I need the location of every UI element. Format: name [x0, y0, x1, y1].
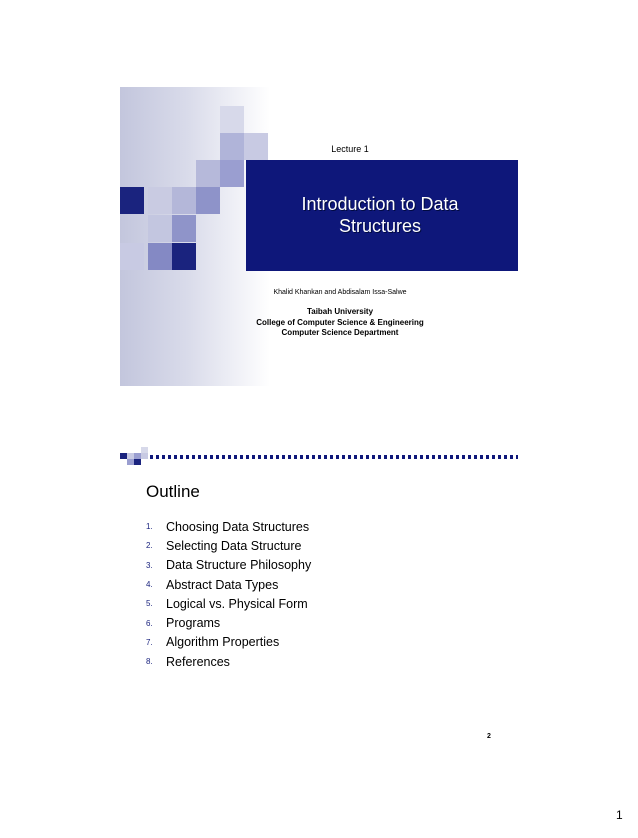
list-item-number: 3.	[146, 560, 153, 570]
outline-list	[146, 517, 311, 671]
list-item-number: 5.	[146, 599, 153, 609]
outline-slide	[120, 447, 518, 746]
list-item	[146, 517, 311, 536]
list-item-number: 7.	[146, 637, 153, 647]
list-item-text: Selecting Data Structure	[166, 538, 302, 553]
header-decoration	[120, 451, 150, 467]
list-item-number: 4.	[146, 580, 153, 590]
deco-square	[148, 243, 172, 270]
list-item-text: Algorithm Properties	[166, 635, 280, 650]
deco-square	[220, 160, 244, 187]
list-item	[146, 575, 311, 594]
authors: Khalid Khankan and Abdisalam Issa-Salwe	[273, 289, 407, 296]
deco-square	[134, 459, 141, 465]
deco-square	[148, 187, 172, 214]
deco-square	[127, 459, 134, 465]
university-name: Taibah University	[306, 307, 374, 316]
list-item	[146, 613, 311, 632]
deco-square	[141, 447, 148, 453]
slide-title	[260, 193, 500, 237]
list-item-text: Programs	[166, 616, 221, 631]
institution-block	[210, 307, 470, 339]
list-item-number: 1.	[146, 522, 153, 532]
list-item-text: Abstract Data Types	[166, 577, 279, 592]
deco-square	[172, 243, 196, 270]
list-item-number: 2.	[146, 541, 153, 551]
list-item-number: 6.	[146, 618, 153, 628]
list-item	[146, 594, 311, 613]
deco-square	[172, 215, 196, 242]
list-item	[146, 633, 311, 652]
deco-square	[141, 453, 148, 459]
outline-title: Outline	[146, 482, 200, 501]
college-name: College of Computer Science & Engineering	[256, 317, 424, 327]
deco-square	[244, 133, 268, 160]
deco-square	[196, 187, 220, 214]
deco-square	[148, 215, 172, 242]
page-number: 1	[616, 808, 623, 822]
list-item-text: References	[166, 654, 230, 669]
list-item-text: Data Structure Philosophy	[166, 558, 312, 573]
list-item	[146, 536, 311, 555]
slide-title-line-1: Introduction to Data	[301, 194, 459, 214]
deco-square	[220, 133, 244, 160]
department-name: Computer Science Department	[281, 328, 399, 337]
list-item	[146, 556, 311, 575]
list-item-text: Logical vs. Physical Form	[166, 596, 308, 611]
list-item-number: 8.	[146, 657, 153, 667]
list-item	[146, 652, 311, 671]
deco-square	[220, 106, 244, 133]
lecture-label: Lecture 1	[331, 144, 369, 154]
deco-square	[120, 187, 144, 214]
slide-title-line-2: Structures	[338, 216, 422, 236]
slide-number: 2	[487, 733, 491, 740]
deco-square	[120, 243, 144, 270]
deco-square	[172, 187, 196, 214]
list-item-text: Choosing Data Structures	[166, 519, 310, 534]
deco-square	[120, 453, 127, 459]
title-slide	[120, 87, 518, 386]
header-dotted-rule	[150, 455, 518, 459]
deco-square	[196, 160, 220, 187]
